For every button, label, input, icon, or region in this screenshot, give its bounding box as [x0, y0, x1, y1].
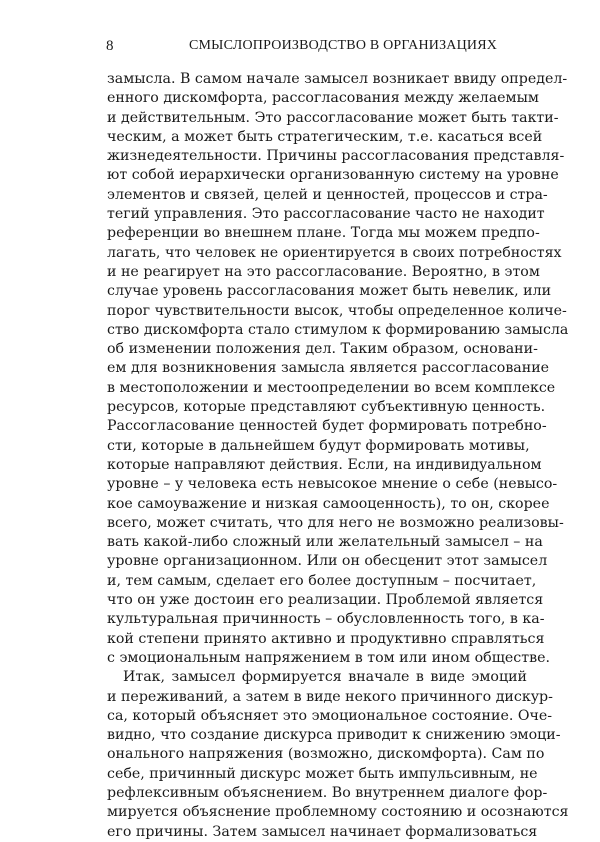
text-line: кое самоуважение и низкая самооценность), то он, скорее: [107, 495, 550, 512]
text-line: его причины. Затем замысел начинает формализоваться: [107, 823, 538, 840]
page-number: 8: [106, 38, 114, 54]
text-line: енного дискомфорта, рассогласования между желаемым: [107, 90, 539, 107]
text-line: и не реагирует на это рассогласование. Вероятно, в этом: [107, 263, 540, 280]
text-line: себе, причинный дискурс может быть импульсивным, не: [107, 765, 538, 782]
text-line: сти, которые в дальнейшем будут формировать мотивы,: [107, 437, 530, 454]
running-title: СМЫСЛОПРОИЗВОДСТВО В ОРГАНИЗАЦИЯХ: [189, 38, 498, 53]
text-line: уровне организационном. Или он обесценит этот замысел: [107, 553, 548, 570]
text-line: жизнедеятельности. Причины рассогласования представля-: [107, 148, 565, 165]
text-line: онального напряжения (возможно, дискомфорта). Сам по: [107, 746, 545, 763]
text-line: ческим, а может быть стратегическим, т.е. касаться всей: [107, 128, 543, 145]
text-line: мируется объяснение проблемному состоянию и осознаются: [107, 804, 569, 821]
text-line: тегий управления. Это рассогласование часто не находит: [107, 206, 545, 223]
page-header: [0, 38, 600, 58]
text-line: референции во внешнем плане. Тогда мы можем предпо-: [107, 225, 540, 242]
text-line: элементов и связей, целей и ценностей, процессов и стра-: [107, 186, 548, 203]
text-line: в местоположении и местоопределении во всем комплексе: [107, 379, 556, 396]
text-line: Рассогласование ценностей будет формировать потребно-: [107, 418, 547, 435]
text-line: случае уровень рассогласования может быть невелик, или: [107, 283, 552, 300]
text-line: культуральная причинность – обусловленность того, в ка-: [107, 611, 545, 628]
text-line: и действительным. Это рассогласование может быть такти-: [107, 109, 559, 126]
text-line: уровне – у человека есть невысокое мнение о себе (невысо-: [107, 476, 558, 493]
text-line: и, тем самым, сделает его более доступным – посчитает,: [107, 572, 537, 589]
text-line: ем для возникновения замысла является рассогласование: [107, 360, 550, 377]
text-line: рефлексивным объяснением. Во внутреннем диалоге фор-: [107, 784, 548, 801]
body-text: [107, 70, 569, 842]
text-line: видно, что создание дискурса приводит к снижению эмоци-: [107, 727, 561, 744]
paragraph: [107, 70, 569, 668]
text-line: ство дискомфорта стало стимулом к формированию замысла: [107, 321, 569, 338]
text-line: об изменении положения дел. Таким образом, основани-: [107, 341, 538, 358]
text-line: ресурсов, которые представляют субъективную ценность.: [107, 399, 546, 416]
text-line: ют собой иерархически организованную систему на уровне: [107, 167, 559, 184]
text-line: которые направляют действия. Если, на индивидуальном: [107, 456, 542, 473]
paragraph: [107, 668, 569, 842]
text-line: порог чувствительности высок, чтобы определенное количе-: [107, 302, 567, 319]
text-line: кой степени принято активно и продуктивно справляться: [107, 630, 545, 647]
text-line: вать какой-либо сложный или желательный замысел – на: [107, 534, 543, 551]
text-line: са, который объясняет это эмоциональное состояние. Оче-: [107, 707, 553, 724]
text-line: замысла. В самом начале замысел возникает ввиду определ-: [107, 71, 568, 87]
text-line: лагать, что человек не ориентируется в своих потребностях: [107, 244, 562, 261]
text-line: Итак, замысел формируется вначале в виде эмоций: [123, 669, 527, 686]
text-line: что он уже достоин его реализации. Проблемой является: [107, 592, 544, 609]
text-line: всего, может считать, что для него не возможно реализовы-: [107, 514, 564, 531]
text-line: с эмоциональным напряжением в том или ином обществе.: [107, 649, 550, 666]
text-line: и переживаний, а затем в виде некого причинного дискур-: [107, 688, 553, 705]
